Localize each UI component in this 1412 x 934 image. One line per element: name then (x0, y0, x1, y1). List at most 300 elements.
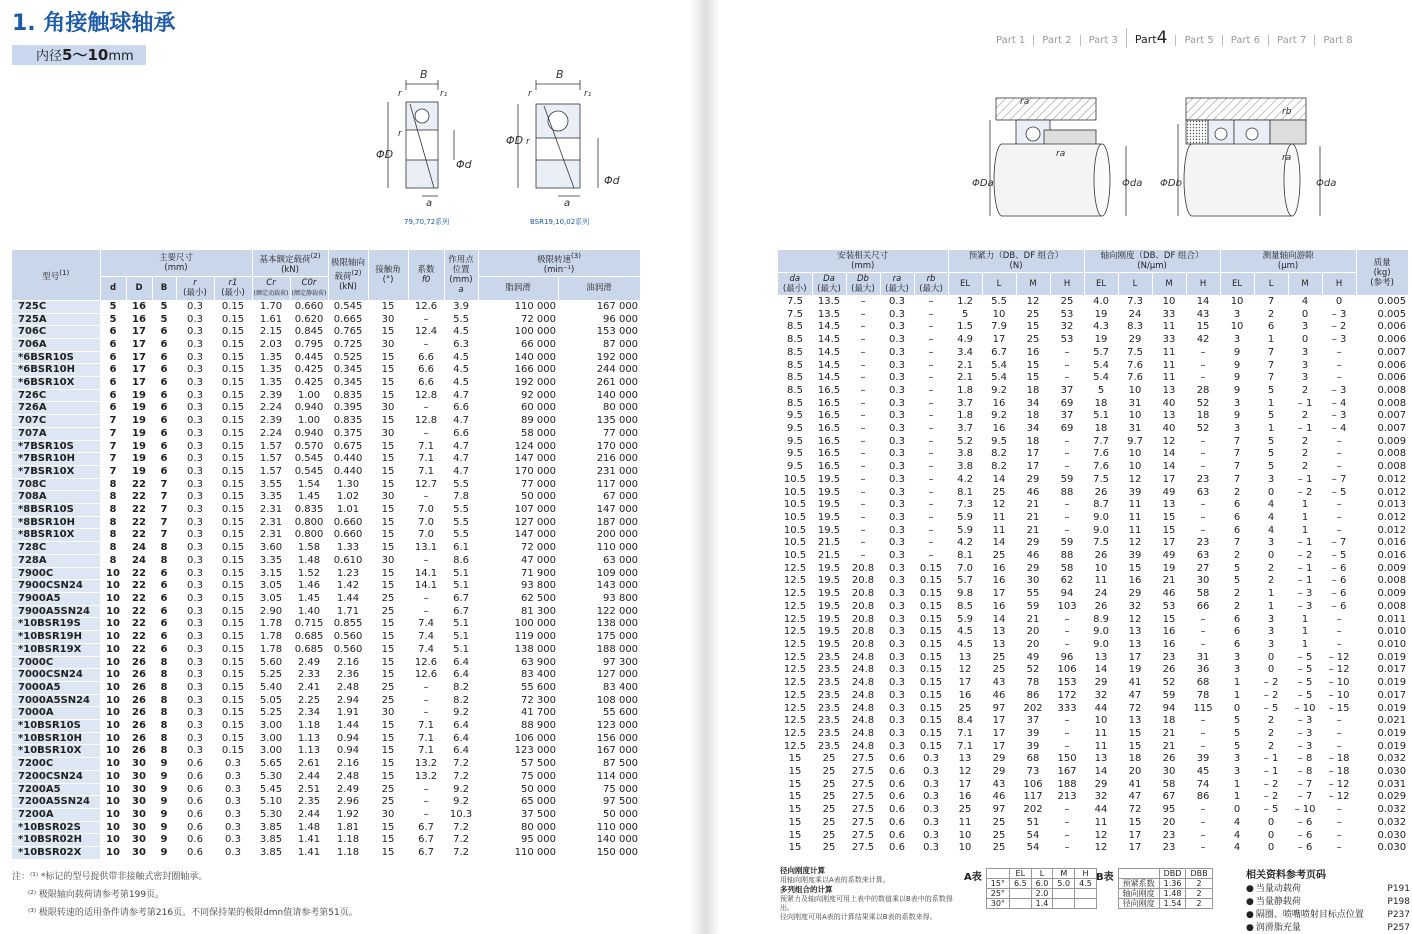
cell-value: – 2 (1254, 689, 1288, 702)
cell-value: 18 (1152, 715, 1186, 728)
cell-value: 15 (778, 842, 812, 855)
cell-value: 147 000 (558, 504, 640, 517)
cell-value: 8 (152, 554, 176, 567)
cell-value: 1.8 (948, 384, 982, 397)
r1-label: r1 (228, 278, 238, 289)
cell-value: 24.8 (846, 651, 880, 664)
cell-value: 0.15 (214, 631, 252, 644)
cell-value: 10.5 (778, 537, 812, 550)
cell-value: 1 (1288, 613, 1322, 626)
cell-value: 6 (152, 389, 176, 402)
cell-value: 0.3 (880, 626, 914, 639)
svg-text:B: B (556, 68, 564, 81)
cell-value: – 5 (1288, 689, 1322, 702)
cell-value: 17 (948, 677, 982, 690)
cell-value: 7 (1254, 372, 1288, 385)
table-row (778, 766, 1408, 779)
cell-value: 0.15 (214, 377, 252, 390)
cell-value: 39 (1186, 753, 1220, 766)
cell-value: 0.6 (880, 804, 914, 817)
cell-value: 73 (1016, 766, 1050, 779)
cell-value: 3.7 (948, 423, 982, 436)
cell-value: 14.5 (812, 359, 846, 372)
table-row (778, 664, 1408, 677)
cell-value: 6.7 (408, 821, 444, 834)
cell-value: 1.91 (328, 707, 368, 720)
cell-value: 4 (1220, 842, 1254, 855)
cell-value: – (846, 334, 880, 347)
cell-value: 0.3 (880, 702, 914, 715)
cell-value: 0.006 (1356, 334, 1408, 347)
cell-value: 6 (152, 326, 176, 339)
cell-value: 2.94 (328, 694, 368, 707)
cell-value: 0.570 (290, 440, 328, 453)
cell-value: 1.61 (252, 313, 290, 326)
cell-value: 6 (1220, 524, 1254, 537)
cell-value: 0.019 (1356, 651, 1408, 664)
preload-unit: (N) (1009, 261, 1023, 271)
cell-value: – (408, 681, 444, 694)
cell-value: 4.5 (444, 351, 478, 364)
cell-value: 1.52 (290, 567, 328, 580)
cell-value: 1.33 (328, 542, 368, 555)
cell-value: 17 (1118, 829, 1152, 842)
table-row (778, 435, 1408, 448)
cell-value: – 18 (1322, 766, 1356, 779)
cell-value: 39 (1118, 486, 1152, 499)
cell-value: 10 (100, 669, 126, 682)
cell-value: – (1186, 804, 1220, 817)
cell-value: 0.021 (1356, 715, 1408, 728)
cell-value: – (1186, 626, 1220, 639)
cell-value: 37 (1016, 715, 1050, 728)
footnote-1: 注：⁽¹⁾ *标记的型号提供带非接触式密封圈轴承。 (12, 872, 208, 882)
r1-min: (最小) (221, 288, 245, 299)
cell-value: 10 (100, 656, 126, 669)
cell-value: – (408, 313, 444, 326)
cell-value: 3 (1288, 321, 1322, 334)
cell-value: 0.15 (914, 638, 948, 651)
cell-value: 15 (368, 643, 408, 656)
cell-value: 7 (100, 453, 126, 466)
cell-value: 9.5 (778, 410, 812, 423)
part-8[interactable]: Part 8 (1314, 35, 1360, 46)
cell-value: 3.00 (252, 745, 290, 758)
cell-value: 20.8 (846, 613, 880, 626)
cell-value: 0.011 (1356, 613, 1408, 626)
cell-value (1009, 899, 1031, 909)
cell-value: 19 (1152, 562, 1186, 575)
cell-value: 20.8 (846, 562, 880, 575)
cell-model: *6BSR10X (12, 377, 100, 390)
Da-label: Da (823, 274, 835, 284)
cell-value: 7.5 (1084, 537, 1118, 550)
cell-value: 0 (1288, 308, 1322, 321)
col-pre-el: EL (948, 273, 982, 296)
cell-value: 30 (126, 847, 152, 860)
cell-value: 26 (1152, 753, 1186, 766)
cell-value: 5.1 (444, 643, 478, 656)
cell-value: 67 (1152, 791, 1186, 804)
table-row (12, 783, 640, 796)
cell-value: 55 600 (478, 681, 558, 694)
cell-value: 43 (982, 778, 1016, 791)
cell-value: 0.3 (176, 605, 214, 618)
table-row (12, 402, 640, 415)
cell-value: 1.57 (252, 465, 290, 478)
cell-value: 8.5 (778, 397, 812, 410)
cell-value: – (846, 410, 880, 423)
cell-value: 6 (152, 415, 176, 428)
table-row (12, 796, 640, 809)
cell-value: – (1050, 740, 1084, 753)
cell-value: 13.5 (812, 308, 846, 321)
svg-text:ra: ra (1020, 97, 1030, 107)
cell-value: 59 (1152, 689, 1186, 702)
cell-value: 20.8 (846, 600, 880, 613)
cell-value: 25 (982, 651, 1016, 664)
cell-value: 0.3 (214, 808, 252, 821)
cell-value: 0.3 (176, 440, 214, 453)
speed-label: 极限转速 (537, 254, 572, 265)
cell-value: – (1186, 346, 1220, 359)
cell-value: 22 (126, 593, 152, 606)
cell-value: 9.2 (982, 410, 1016, 423)
cell-value: 24 (1084, 588, 1118, 601)
cell-value: 0.3 (880, 435, 914, 448)
table-row (778, 727, 1408, 740)
cell-value: 41 (1118, 778, 1152, 791)
cell-value: 0.006 (1356, 321, 1408, 334)
cell-value: 0.3 (880, 677, 914, 690)
mounting-spec-table (778, 250, 1409, 855)
cell-value: 0.15 (214, 732, 252, 745)
cell-value: 24.8 (846, 715, 880, 728)
cell-value: 46 (982, 689, 1016, 702)
cell-value: 23 (1152, 651, 1186, 664)
right-page (706, 0, 1412, 934)
point-label: 作用点位置 (448, 254, 474, 275)
cell-value: 10 (100, 834, 126, 847)
cell-value: – (1050, 524, 1084, 537)
cell-value: 15 (1152, 613, 1186, 626)
col-cr (252, 276, 290, 300)
cell-model: 708A (12, 491, 100, 504)
cell-value: 50 000 (478, 491, 558, 504)
r-min: (最小) (183, 288, 207, 299)
cell-value: 1.35 (252, 377, 290, 390)
cell-value: 5.60 (252, 656, 290, 669)
table-row (12, 554, 640, 567)
table-row (12, 707, 640, 720)
cell-value: 23.5 (812, 651, 846, 664)
cell-value: 54 (1016, 842, 1050, 855)
cell-value: 2.36 (328, 669, 368, 682)
cell-value: 6.3 (444, 338, 478, 351)
reference-item-page: P257 (1387, 923, 1410, 933)
cell-value: – (1050, 359, 1084, 372)
cell-value: 9.5 (778, 435, 812, 448)
cell-value: 53 (1050, 308, 1084, 321)
cell-value: 1.36 (1159, 879, 1186, 889)
cell-value: 110 000 (558, 821, 640, 834)
cell-value: 6 (100, 389, 126, 402)
cell-value: 29 (1016, 562, 1050, 575)
cell-value: 4.5 (948, 626, 982, 639)
cell-value: 30 (368, 313, 408, 326)
cell-value: 187 000 (558, 516, 640, 529)
part-5[interactable]: Part 5 (1175, 35, 1221, 46)
cell-value: 16 (1016, 346, 1050, 359)
cell-value: – 2 (1254, 778, 1288, 791)
cell-value: – (914, 334, 948, 347)
cell-value: 36 (1186, 664, 1220, 677)
cell-value: 5 (152, 313, 176, 326)
cell-value: 0.15 (214, 643, 252, 656)
cell-value: 3.05 (252, 593, 290, 606)
cell-value: 0.15 (214, 453, 252, 466)
reference-item-label: ● 润滑脂充量 (1246, 922, 1301, 934)
cell-value: – 12 (1322, 791, 1356, 804)
cell-value: 29 (1016, 537, 1050, 550)
cell-value: 1 (1288, 524, 1322, 537)
footnote-2: ⁽²⁾ 极限轴向载荷请参考第199页。 (28, 890, 165, 900)
table-row (12, 516, 640, 529)
cell-value: 8.2 (444, 681, 478, 694)
cell-value: 92 000 (478, 389, 558, 402)
cell-value: 0.6 (176, 770, 214, 783)
cell-value: 3.35 (252, 491, 290, 504)
reference-item (1246, 909, 1410, 922)
table-row (12, 847, 640, 860)
cell-model: *7BSR10S (12, 440, 100, 453)
cell-value: 7.6 (1118, 359, 1152, 372)
col-rigidity (1084, 250, 1220, 273)
cell-value: 10.5 (778, 486, 812, 499)
cell-value: 24 (1118, 308, 1152, 321)
cell-value: 9.0 (1084, 524, 1118, 537)
cell-value: – 5 (1288, 651, 1322, 664)
cell-value: 5.10 (252, 796, 290, 809)
cell-value: – 5 (1288, 677, 1322, 690)
cell-value: 12.4 (408, 326, 444, 339)
cell-value: 15° (986, 879, 1009, 889)
cell-value: 1 (1220, 689, 1254, 702)
cell-value: 0.15 (214, 681, 252, 694)
cell-value: 1.2 (948, 296, 982, 309)
cell-value: 4.5 (444, 364, 478, 377)
table-row (12, 656, 640, 669)
cell-value: – (408, 554, 444, 567)
cell-value: 0 (1254, 651, 1288, 664)
reference-item-page: P237 (1387, 910, 1410, 920)
cell-value: – 7 (1288, 791, 1322, 804)
cell-value: 13 (982, 626, 1016, 639)
cell-value: 0.715 (290, 618, 328, 631)
cell-value: 11 (1084, 575, 1118, 588)
cell-value: 23.5 (812, 727, 846, 740)
cell-value: – 12 (1322, 664, 1356, 677)
cell-value: 7.0 (408, 516, 444, 529)
cell-value: 47 000 (478, 554, 558, 567)
cell-value: – 5 (1322, 486, 1356, 499)
cell-value: – 6 (1322, 600, 1356, 613)
cell-value: 87 000 (558, 338, 640, 351)
cell-value: 5.45 (252, 783, 290, 796)
cell-value: 1 (1220, 677, 1254, 690)
cell-value: 1.57 (252, 440, 290, 453)
cell-value: 15 (368, 364, 408, 377)
cell-value: 2 (1220, 550, 1254, 563)
part-7[interactable]: Part 7 (1268, 35, 1314, 46)
cell-value: 7 (1220, 435, 1254, 448)
cell-value: 16 (982, 423, 1016, 436)
part-3[interactable]: Part 3 (1080, 35, 1126, 46)
cell-value: 15 (1118, 740, 1152, 753)
cell-value: 10 (982, 308, 1016, 321)
cell-value: 7.4 (408, 618, 444, 631)
cell-value: 15 (368, 326, 408, 339)
svg-text:ΦD: ΦD (506, 134, 524, 147)
cell-value: 13 (1118, 638, 1152, 651)
da-min: (最小) (782, 284, 807, 294)
table-row (12, 491, 640, 504)
cell-value: 9.0 (1084, 638, 1118, 651)
cell-value: 0.3 (176, 656, 214, 669)
cell-value: 0.3 (176, 720, 214, 733)
cell-value: 135 000 (558, 415, 640, 428)
cell-model: 706C (12, 326, 100, 339)
part-2[interactable]: Part 2 (1033, 35, 1079, 46)
col-oil (558, 276, 640, 300)
part-6[interactable]: Part 6 (1222, 35, 1268, 46)
cell-value: 2 (1254, 562, 1288, 575)
part-4-current[interactable] (1126, 28, 1176, 48)
cell-value: 0.15 (214, 402, 252, 415)
cell-value: 23.5 (812, 677, 846, 690)
cell-value: – 3 (1288, 588, 1322, 601)
cell-value: 41 (1118, 677, 1152, 690)
cell-value: 1.48 (290, 821, 328, 834)
reference-item (1246, 922, 1410, 934)
cell-value: 4.0 (1084, 296, 1118, 309)
cell-value: 49 (1152, 486, 1186, 499)
install-label: 安装相关尺寸 (837, 251, 889, 261)
cell-value: 0.3 (914, 753, 948, 766)
cell-value: 202 (1016, 804, 1050, 817)
cell-value: 30 (126, 834, 152, 847)
cell-value: – (914, 511, 948, 524)
cell-value: – 2 (1254, 791, 1288, 804)
cell-value: 10 (100, 847, 126, 860)
cell-value: 23.5 (812, 740, 846, 753)
cell-value: 22 (126, 631, 152, 644)
col-D (126, 276, 152, 300)
cell-value: 0.15 (214, 656, 252, 669)
cell-value: – 6 (1322, 575, 1356, 588)
cell-value: 10.5 (778, 524, 812, 537)
cell-value: 15 (368, 529, 408, 542)
reference-item-label: ● 隔圈、喷嘴喷射目标点位置 (1246, 909, 1364, 922)
cell-value: 27.5 (846, 842, 880, 855)
col-preload (948, 250, 1084, 273)
cell-value: 0.685 (290, 643, 328, 656)
cell-value: 5.9 (948, 613, 982, 626)
cell-value: – 3 (1288, 727, 1322, 740)
table-row (778, 562, 1408, 575)
cell-value: 7 (1220, 448, 1254, 461)
cell-value: 5 (1220, 562, 1254, 575)
part-1[interactable]: Part 1 (996, 35, 1026, 46)
cell-value: 13 (1152, 499, 1186, 512)
cell-value: 2.16 (328, 656, 368, 669)
cell-value: 5.25 (252, 707, 290, 720)
cell-value: 166 000 (478, 364, 558, 377)
cell-value: 0.3 (176, 453, 214, 466)
cell-value: 16 (948, 791, 982, 804)
cell-value: 106 (1016, 778, 1050, 791)
cell-value: 6.0 (1031, 879, 1053, 889)
cell-value: 7.3 (948, 499, 982, 512)
cell-value: – (1322, 359, 1356, 372)
cell-value: 26 (126, 707, 152, 720)
reference-list (1246, 883, 1410, 934)
cell-value: 10 (1118, 448, 1152, 461)
cell-value: 2 (1254, 715, 1288, 728)
axial-unit: (kN) (339, 281, 357, 292)
cell-model: 728A (12, 554, 100, 567)
cell-value: – 1 (1288, 473, 1322, 486)
cell-value: – 3 (1322, 410, 1356, 423)
cell-value: 0.795 (290, 338, 328, 351)
calc-note-h2: 多列组合的计算 (780, 885, 833, 894)
cell-value: 16.5 (812, 423, 846, 436)
cell-value: 11 (1084, 727, 1118, 740)
cell-value: 25 (982, 550, 1016, 563)
cell-value: 0 (1254, 829, 1288, 842)
cell-value: 12.7 (408, 478, 444, 491)
table-row (778, 296, 1408, 309)
cell-value: 9 (152, 821, 176, 834)
cell-value: 9 (1220, 384, 1254, 397)
cell-value: – (1050, 829, 1084, 842)
cell-value: 5.1 (444, 580, 478, 593)
cell-value: 9.5 (982, 435, 1016, 448)
cell-value: 10.5 (778, 473, 812, 486)
cell-value: – (1322, 842, 1356, 855)
cell-value: 30 (1152, 766, 1186, 779)
calc-note-h1: 径向刚度计算 (780, 866, 825, 875)
cell-value: 5.40 (252, 681, 290, 694)
cell-value: 0.3 (880, 740, 914, 753)
cell-value: 0.3 (880, 423, 914, 436)
cell-value: 0.15 (214, 516, 252, 529)
cell-value: 140 000 (558, 834, 640, 847)
col-Da (812, 273, 846, 296)
cell-value: 63 900 (478, 656, 558, 669)
cell-value: 15 (368, 631, 408, 644)
cell-value: 3 (1220, 334, 1254, 347)
cell-value: 17 (126, 377, 152, 390)
cell-value: 0.15 (214, 580, 252, 593)
B-label: B (160, 283, 168, 294)
table-row (778, 308, 1408, 321)
table-a (964, 868, 1097, 909)
cell-value: 83 400 (478, 669, 558, 682)
cell-value: 8.6 (444, 554, 478, 567)
cell-value: 0.15 (214, 567, 252, 580)
cell-value: 86 (1186, 791, 1220, 804)
